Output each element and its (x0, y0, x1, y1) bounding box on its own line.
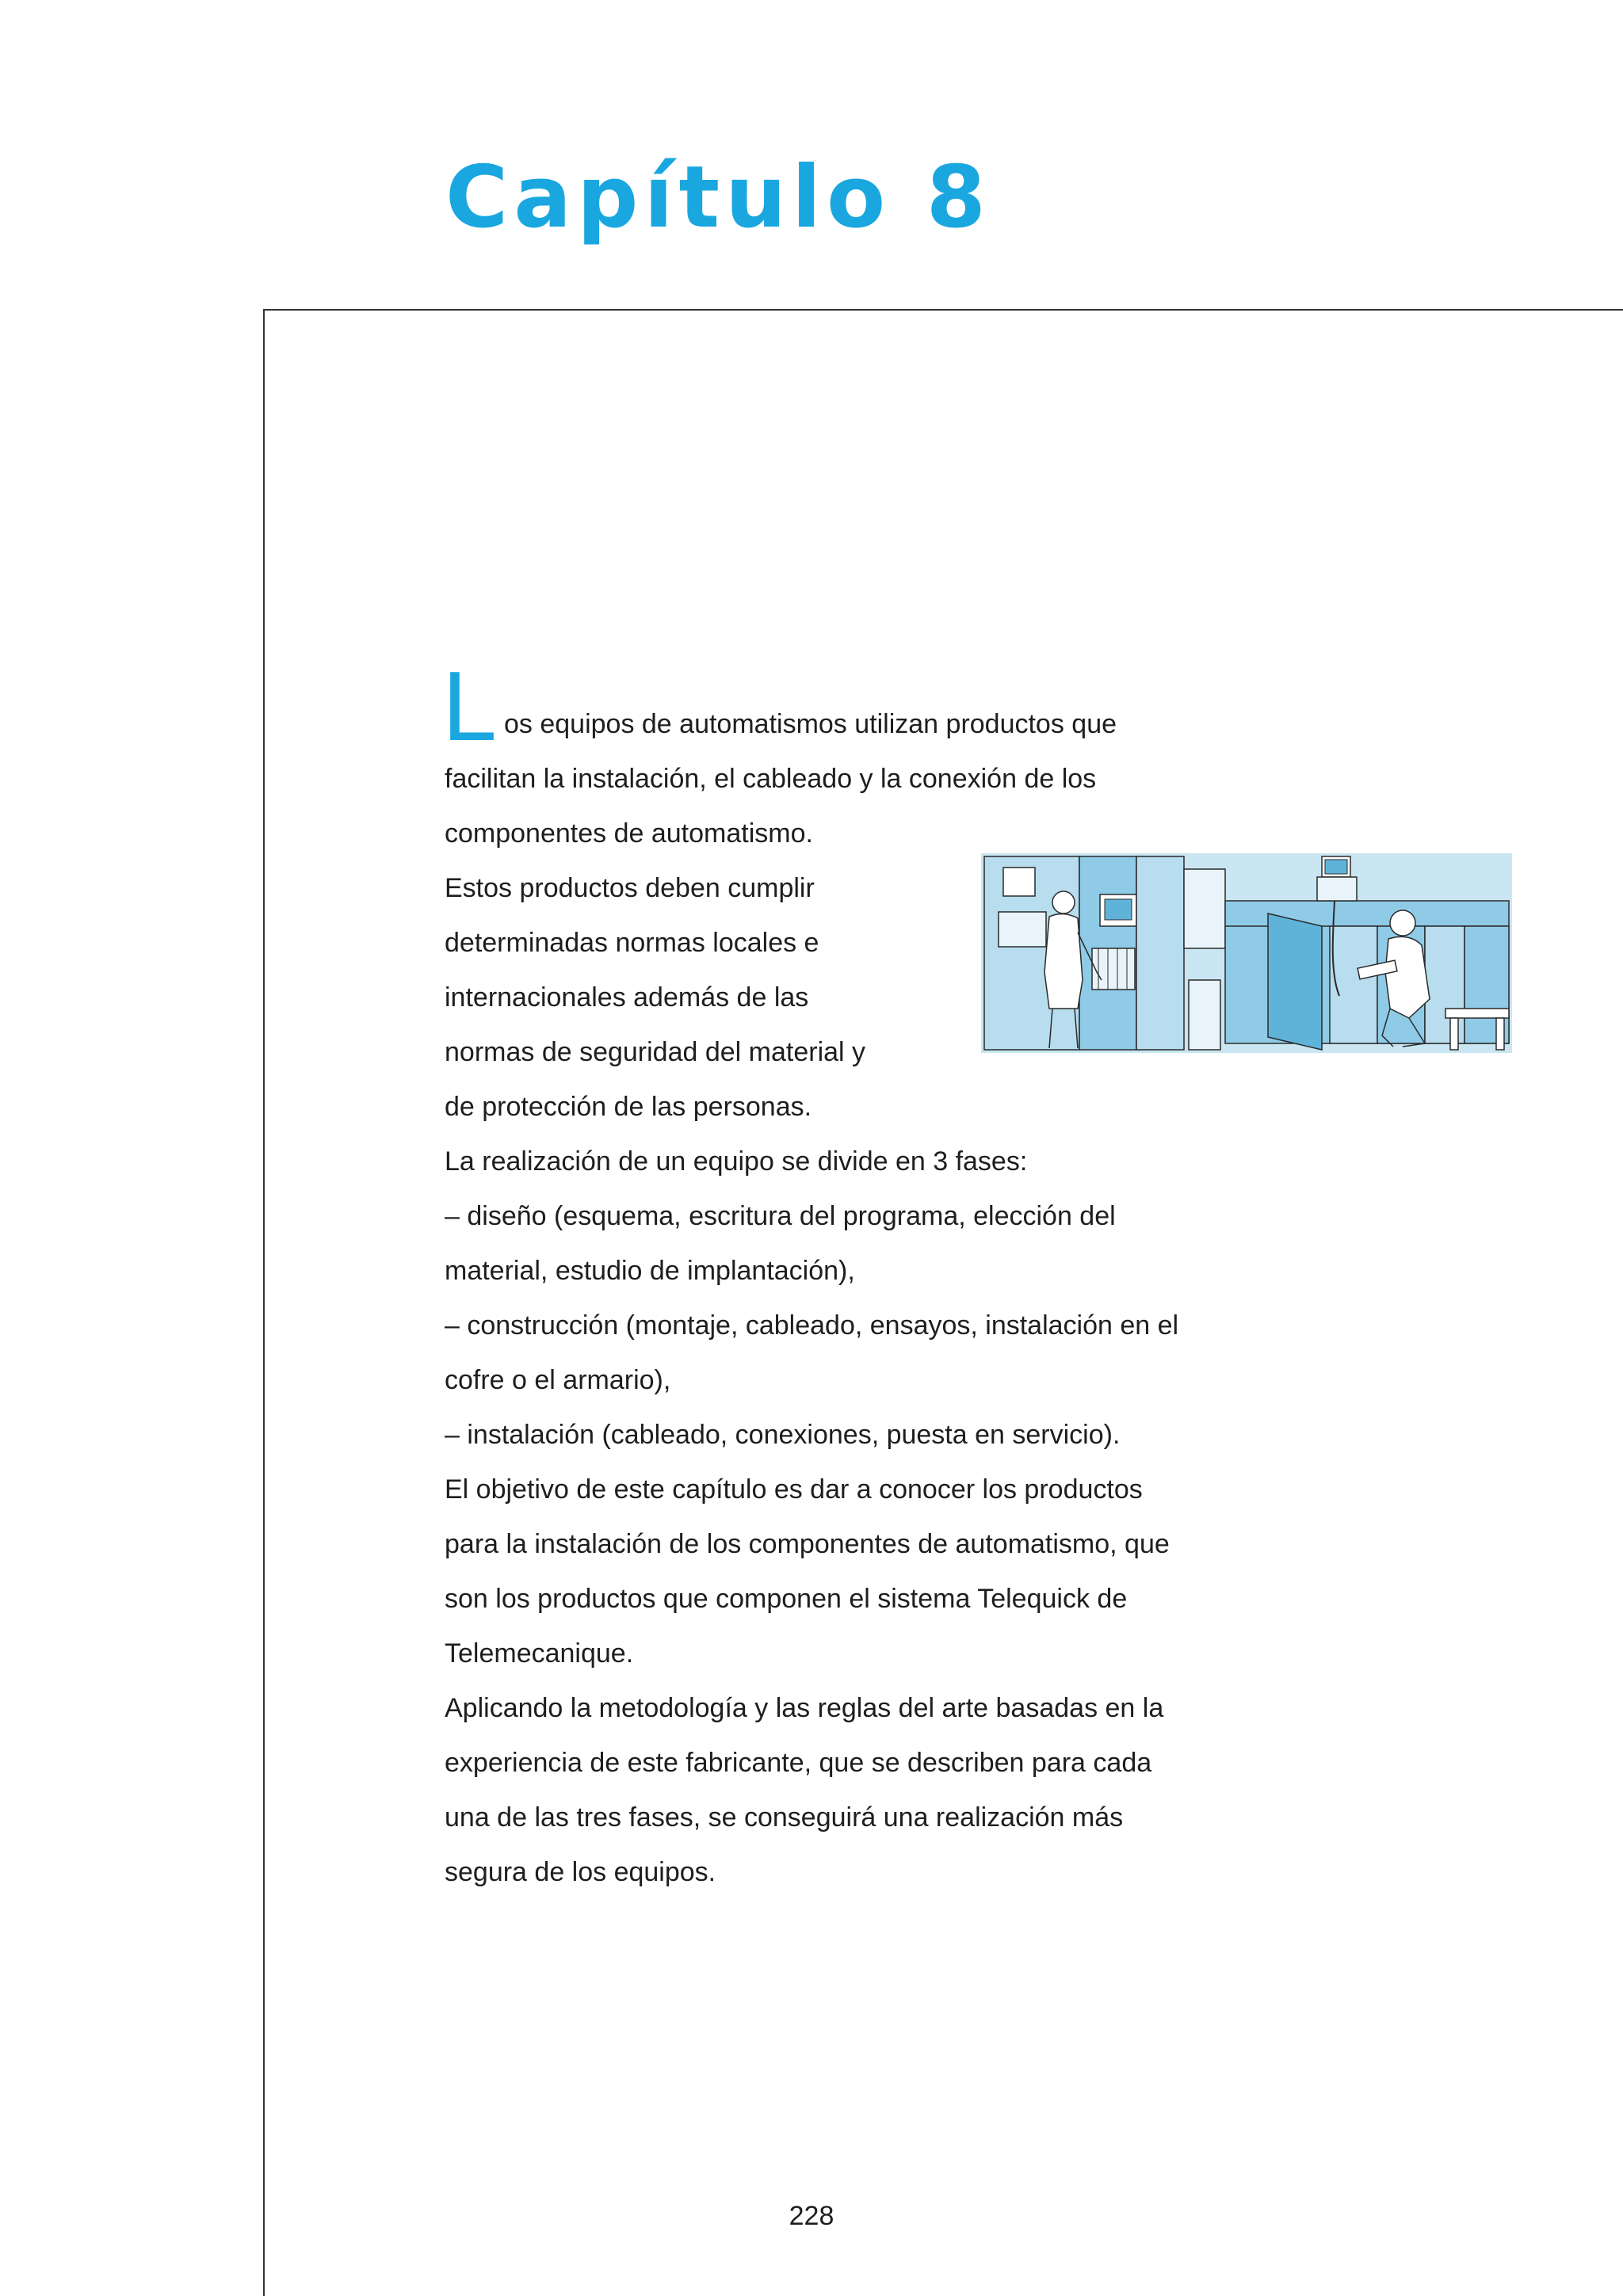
text-line-15: El objetivo de este capítulo es dar a conocer los productos (445, 1474, 1143, 1505)
text-line-content: os equipos de automatismos utilizan productos que (504, 709, 1117, 739)
drop-cap: L (442, 652, 497, 761)
text-line-5: determinadas normas locales e (445, 928, 819, 958)
page-number: 228 (789, 2201, 834, 2231)
text-line-16: para la instalación de los componentes de automatismo, que (445, 1529, 1170, 1559)
frame-left-rule (263, 309, 265, 2296)
text-line-4: Estos productos deben cumplir (445, 873, 815, 903)
text-line-13: cofre o el armario), (445, 1365, 671, 1395)
text-line-22: segura de los equipos. (445, 1857, 716, 1887)
text-line-3: componentes de automatismo. (445, 818, 813, 849)
text-line-19: Aplicando la metodología y las reglas del arte basadas en la (445, 1693, 1164, 1723)
text-line-6: internacionales además de las (445, 982, 809, 1013)
text-line-1 (442, 652, 1300, 761)
text-line-14: – instalación (cableado, conexiones, puesta en servicio). (445, 1420, 1121, 1450)
text-line-9: La realización de un equipo se divide en 3 fases: (445, 1146, 1028, 1177)
frame-top-rule (263, 309, 1623, 311)
chapter-title: Capítulo 8 (445, 148, 991, 247)
text-line-12: – construcción (montaje, cableado, ensayos, instalación en el (445, 1310, 1179, 1341)
text-line-21: una de las tres fases, se conseguirá una realización más (445, 1802, 1124, 1833)
text-line-17: son los productos que componen el sistema Telequick de (445, 1584, 1128, 1614)
technicians-at-control-panels-illustration (981, 853, 1512, 1053)
text-line-10: – diseño (esquema, escritura del programa, elección del (445, 1201, 1116, 1231)
text-line-11: material, estudio de implantación), (445, 1256, 855, 1286)
text-line-7: normas de seguridad del material y (445, 1037, 866, 1067)
text-line-18: Telemecanique. (445, 1638, 634, 1669)
text-line-20: experiencia de este fabricante, que se describen para cada (445, 1748, 1152, 1778)
text-line-8: de protección de las personas. (445, 1092, 812, 1122)
text-line-2: facilitan la instalación, el cableado y la conexión de los (445, 764, 1097, 794)
